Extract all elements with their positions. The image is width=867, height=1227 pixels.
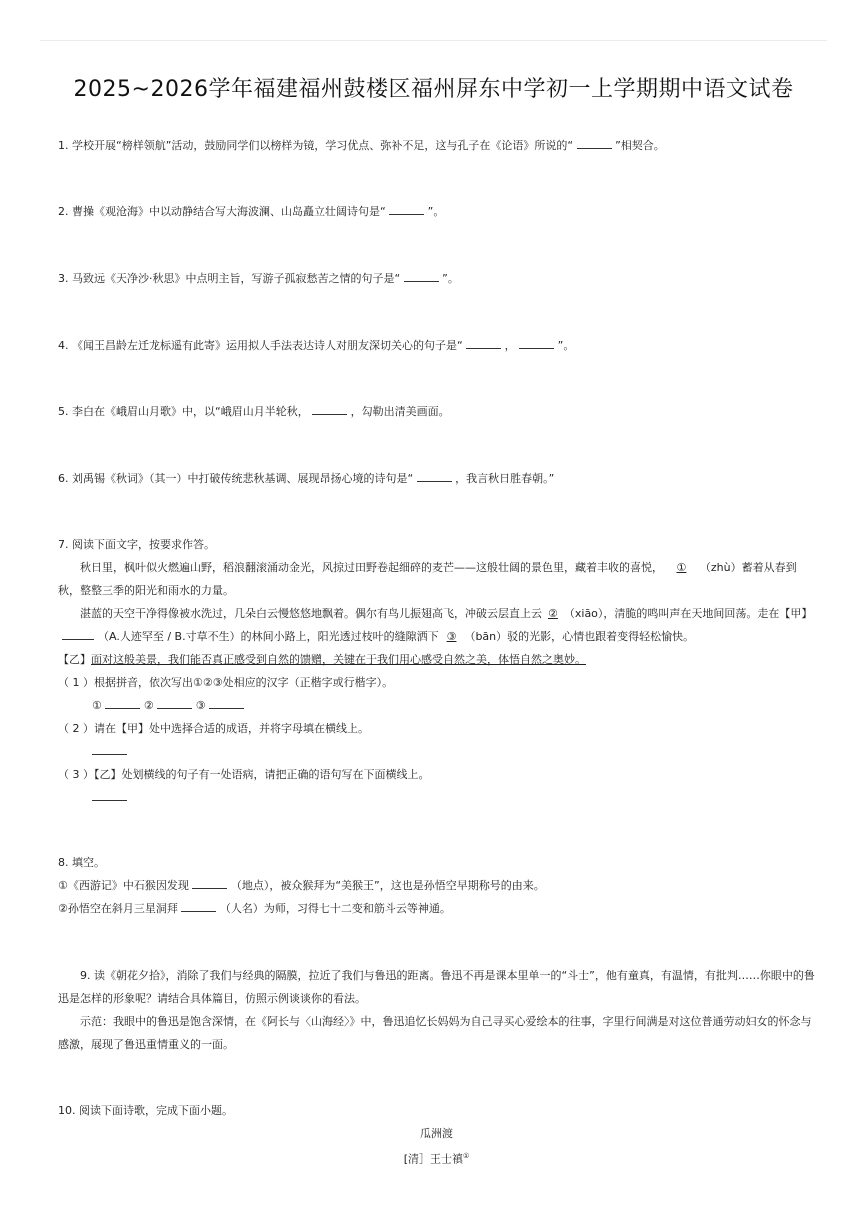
question-7 (58, 533, 815, 809)
answer-blank[interactable] (92, 741, 127, 755)
blank-mark-2: ② (548, 607, 558, 620)
top-divider (40, 40, 827, 41)
sub-question-1: （ 1 ）根据拼音，依次写出①②③处相应的汉字（正楷字或行楷字）。 (58, 676, 394, 689)
passage-yi-sentence: 【乙】面对这般美景，我们能否真正感受到自然的馈赠，关键在于我们用心感受自然之美，体悟自然之奥妙。 (58, 653, 586, 666)
answer-blank-jia[interactable] (62, 626, 94, 640)
answer-blank[interactable] (209, 695, 244, 709)
question-10-head: 10. 阅读下面诗歌，完成下面小题。 (58, 1104, 233, 1117)
answer-blank[interactable] (105, 695, 140, 709)
question-1: 1. 学校开展“榜样领航”活动，鼓励同学们以榜样为镜，学习优点、弥补不足，这与孔子在《论语》所说的“ ”相契合。 (58, 134, 815, 157)
answer-blank[interactable] (404, 268, 439, 282)
question-7-head: 7. 阅读下面文字，按要求作答。 (58, 538, 215, 551)
question-3: 3. 马致远《天净沙·秋思》中点明主旨，写游子孤寂愁苦之情的句子是“ ”。 (58, 267, 815, 290)
answer-blank[interactable] (92, 787, 127, 801)
question-9-text: 9. 读《朝花夕拾》，消除了我们与经典的隔膜，拉近了我们与鲁迅的距离。鲁迅不再是课本里单一的“斗士”，他有童真，有温情，有批判……你眼中的鲁迅是怎样的形象呢？请结合具体篇目，仿照示例谈谈你的看法。 (58, 969, 815, 1005)
question-5: 5. 李白在《峨眉山月歌》中，以“峨眉山月半轮秋， ，勾勒出清美画面。 (58, 400, 815, 423)
poem-author: [清］王士禛① (403, 1152, 470, 1166)
poem-title: 瓜洲渡 (420, 1127, 453, 1140)
answer-blank[interactable] (389, 201, 424, 215)
blank-mark-3: ③ (446, 630, 457, 643)
question-9 (58, 964, 815, 1056)
answer-blank[interactable] (192, 875, 227, 889)
question-8-line-1: ①《西游记》中石猴因发现 （地点），被众猴拜为“美猴王”，这也是孙悟空早期称号的由来。 (58, 874, 815, 897)
answer-blank[interactable] (181, 898, 216, 912)
question-9-example: 示范：我眼中的鲁迅是饱含深情，在《阿长与〈山海经〉》中，鲁迅追忆长妈妈为自己寻买心爱绘本的往事，字里行间满是对这位普通劳动妇女的怀念与感激，展现了鲁迅重情重义的一面。 (58, 1015, 812, 1051)
sub-question-2: （ 2 ）请在【甲】处中选择合适的成语，并将字母填在横线上。 (58, 722, 369, 735)
question-2: 2. 曹操《观沧海》中以动静结合写大海波澜、山岛矗立壮阔诗句是“ ”。 (58, 200, 815, 223)
page-title: 2025~2026学年福建福州鼓楼区福州屏东中学初一上学期期中语文试卷 (73, 77, 794, 102)
question-8-line-2: ②孙悟空在斜月三星洞拜 （人名）为师，习得七十二变和筋斗云等神通。 (58, 897, 815, 920)
answer-blank[interactable] (577, 135, 612, 149)
answer-blank[interactable] (417, 468, 452, 482)
answer-blank[interactable] (157, 695, 192, 709)
question-10 (58, 1099, 815, 1171)
question-8 (58, 851, 815, 920)
sub-question-1-answers: ① ② ③ (58, 694, 815, 717)
question-4: 4. 《闻王昌龄左迁龙标遥有此寄》运用拟人手法表达诗人对朋友深切关心的句子是“ ， ”。 (58, 334, 815, 357)
sub-question-3-answer (58, 786, 815, 809)
answer-blank[interactable] (312, 401, 347, 415)
passage-paragraph-1: 秋日里，枫叶似火燃遍山野，稻浪翻滚涌动金光，风掠过田野卷起细碎的麦芒——这般壮阔的景色里，藏着丰收的喜悦， ① （zhù）蓄着从春到秋，整整三季的阳光和雨水的力量。 (58, 561, 797, 597)
blank-mark-1: ① (676, 561, 687, 574)
question-6: 6. 刘禹锡《秋词》（其一）中打破传统悲秋基调、展现昂扬心境的诗句是“ ，我言秋日胜春朝。” (58, 467, 815, 490)
footnote-mark: ① (463, 1152, 470, 1160)
answer-blank[interactable] (466, 335, 501, 349)
passage-paragraph-2: 湛蓝的天空干净得像被水洗过，几朵白云慢悠悠地飘着。偶尔有鸟儿振翅高飞，冲破云层直上云 ② （xiāo），清脆的鸣叫声在天地间回荡。走在【甲】（A.人迹罕至 / B.寸草不生）的林间小路上，阳光透过枝叶的缝隙洒下 ③ （bān）驳的光影，心情也跟着变得轻松愉快。 (58, 602, 815, 648)
sub-question-2-answer (58, 740, 815, 763)
question-8-head: 8. 填空。 (58, 856, 105, 869)
answer-blank[interactable] (519, 335, 554, 349)
sub-question-3: （ 3 ）【乙】处划横线的句子有一处语病，请把正确的语句写在下面横线上。 (58, 768, 430, 781)
